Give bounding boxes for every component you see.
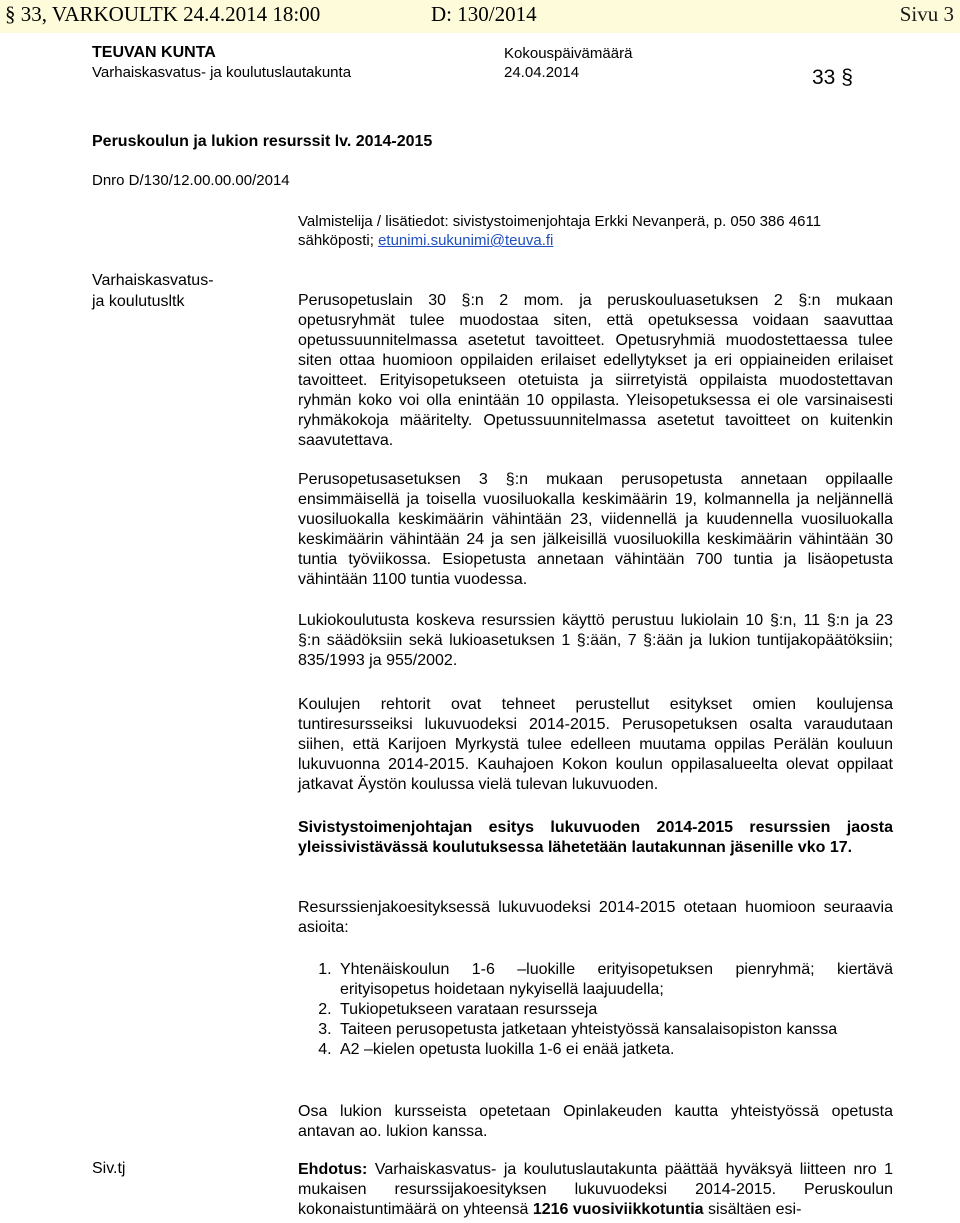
municipality-name: TEUVAN KUNTA bbox=[92, 44, 216, 61]
email-link[interactable]: etunimi.sukunimi@teuva.fi bbox=[378, 232, 554, 249]
paragraph-text: Sivistystoimenjohtajan esitys lukuvuoden 2014-2015 resurssien jaosta yleissivistävässä koulutuksessa lähetetään lautakunnan jäsenille vko 17. bbox=[298, 819, 893, 856]
paragraph-text: Perusopetuslain 30 §:n 2 mom. ja peruskouluasetuksen 2 §:n mukaan opetusryhmät tulee muodostaa siten, että opetuksessa voidaan saavuttaa opetussuunnitelmassa asetetut tavoitteet. Opetusryhmiä muodostettaessa tulee siten ottaa huomioon oppilaiden erilaiset edellytykset ja eri oppiaineiden erilaiset tavoitteet. Erityisopetukseen otetuista ja siirretyistä oppilaista muodostettavan ryhmän koko voi olla enintään 10 oppilasta. Yleisopetuksessa ei ole varsinaisesti ryhmäkokoja määritelty. Opetussuunnitelmassa asetetut tavoitteet on kuitenkin saavutettava. bbox=[298, 292, 893, 449]
paragraph-text: Perusopetusasetuksen 3 §:n mukaan perusopetusta annetaan oppilaalle ensimmäisellä ja toisella vuosiluokalla keskimäärin 19, kolmannella ja neljännellä vuosiluokalla keskimäärin vähintään 23, viidennellä ja kuudennella vuosiluokalla keskimäärin vähintään 24 ja sen jälkeisillä vuosiluokilla keskimäärin vähintään 30 tuntia työviikossa. Esiopetusta annetaan vähintään 700 tuntia ja lisäopetusta vähintään 1100 tuntia vuodessa. bbox=[298, 471, 893, 588]
proposal-hours: 1216 vuosiviikkotuntia bbox=[532, 1201, 704, 1218]
committee-label bbox=[92, 270, 214, 312]
paragraph-upper-secondary bbox=[298, 611, 893, 671]
committee-label-line2: ja koulutusltk bbox=[92, 293, 185, 310]
preparer-email-line bbox=[298, 232, 553, 249]
document-subject: Peruskoulun ja lukion resurssit lv. 2014-2015 bbox=[92, 133, 433, 150]
email-label: sähköposti; bbox=[298, 232, 374, 249]
paragraph-opinlakeus bbox=[298, 1102, 893, 1142]
paragraph-basic-education-law bbox=[298, 291, 893, 451]
proposal-text bbox=[298, 1160, 893, 1220]
proposal-paragraph bbox=[298, 1160, 893, 1220]
list-item: 1. Yhtenäiskoulun 1-6 –luokille erityisopetuksen pienryhmä; kiertävä erityisopetus hoidetaan nykyisellä laajuudella; bbox=[336, 960, 893, 1000]
meeting-date: 24.04.2014 bbox=[504, 64, 580, 81]
list-item: 4. A2 –kielen opetusta luokilla 1-6 ei enää jatketa. bbox=[336, 1040, 893, 1060]
paragraph-resource-considerations bbox=[298, 898, 893, 938]
proposal-tail: sisältäen esi- bbox=[708, 1201, 802, 1218]
paragraph-director-proposal bbox=[298, 818, 893, 858]
header-section-reference: § 33, VARKOULTK 24.4.2014 18:00 bbox=[5, 2, 321, 26]
record-number: Dnro D/130/12.00.00.00/2014 bbox=[92, 172, 290, 189]
paragraph-text: Osa lukion kursseista opetetaan Opinlakeuden kautta yhteistyössä opetusta antavan ao. lukion kanssa. bbox=[298, 1103, 893, 1140]
paragraph-text: Lukiokoulutusta koskeva resurssien käyttö perustuu lukiolain 10 §:n, 11 §:n ja 23 §:n säädöksiin sekä lukioasetuksen 1 §:ään, 7 §:ään ja lukion tuntijakopäätöksiin; 835/1993 ja 955/2002. bbox=[298, 612, 893, 669]
paragraph-principal-proposals bbox=[298, 695, 893, 795]
list-item: 3. Taiteen perusopetusta jatketaan yhteistyössä kansalaisopiston kanssa bbox=[336, 1020, 893, 1040]
section-number: 33 § bbox=[812, 66, 853, 89]
paragraph-text: Koulujen rehtorit ovat tehneet perustellut esitykset omien koulujensa tuntiresursseiksi lukuvuodeksi 2014-2015. Perusopetuksen osalta varaudutaan siihen, että Karijoen Myrkystä tulee edelleen muutama oppilas Perälän kouluun lukuvuonna 2014-2015. Kauhajoen Kokon koulun oppilasalueelta olevat oppilaat jatkavat Äystön koulussa vielä tulevan lukuvuoden. bbox=[298, 696, 893, 793]
resource-list bbox=[298, 960, 893, 1060]
list-item: 2. Tukiopetukseen varataan resursseja bbox=[336, 1000, 893, 1020]
header-page-number: Sivu 3 bbox=[899, 2, 954, 26]
paragraph-text: Resurssienjakoesityksessä lukuvuodeksi 2014-2015 otetaan huomioon seuraavia asioita: bbox=[298, 899, 893, 936]
committee-label-line1: Varhaiskasvatus- bbox=[92, 272, 214, 289]
paragraph-teaching-hours bbox=[298, 470, 893, 590]
header-document-number: D: 130/2014 bbox=[431, 2, 537, 26]
proposal-label: Ehdotus: bbox=[298, 1161, 368, 1178]
board-name: Varhaiskasvatus- ja koulutuslautakunta bbox=[92, 64, 352, 81]
preparer-info: Valmistelija / lisätiedot: sivistystoimenjohtaja Erkki Nevanperä, p. 050 386 4611 bbox=[298, 213, 822, 230]
proposal-body: Varhaiskasvatus- ja koulutuslautakunta päättää hyväksyä liitteen nro 1 mukaisen resurssijakoesityksen lukuvuodeksi 2014-2015. Peruskoulun kokonaistuntimäärä on yhteensä bbox=[298, 1161, 893, 1218]
proposer-label: Siv.tj bbox=[92, 1160, 126, 1177]
meeting-date-label: Kokouspäivämäärä bbox=[504, 45, 633, 62]
